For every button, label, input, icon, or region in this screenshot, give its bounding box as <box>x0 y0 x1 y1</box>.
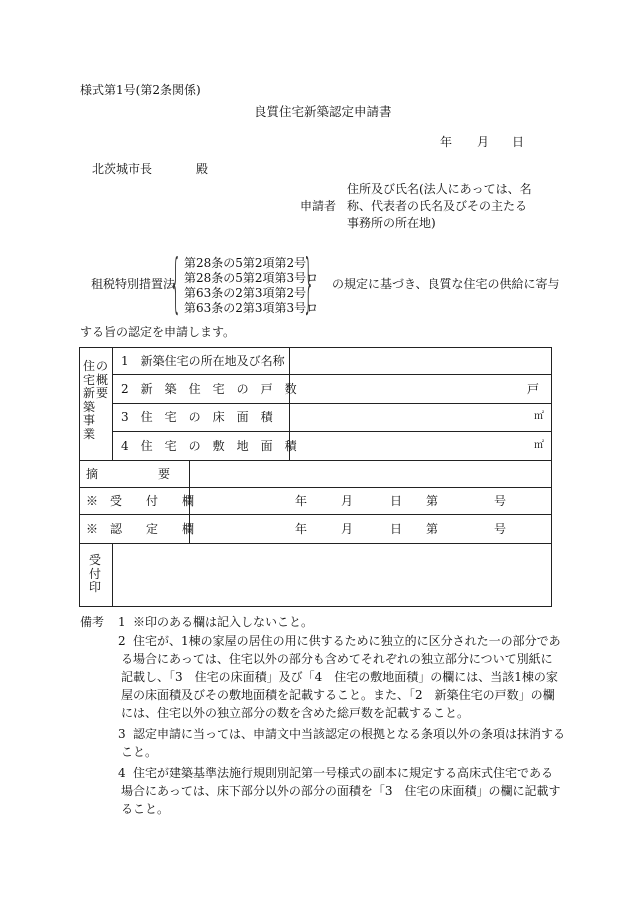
row-unit-units: 戸 <box>527 382 540 396</box>
location-input-area[interactable] <box>290 348 551 374</box>
approval-day: 日 <box>390 522 403 536</box>
group-label-col-2: の 概 要 <box>95 359 108 400</box>
reception-label: ※ 受 付 欄 <box>86 494 195 508</box>
law-prefix: 租税特別措置法 <box>91 277 176 291</box>
date-day-label: 日 <box>512 135 525 149</box>
law-option-3: 第63条の2第3項第2号 <box>184 286 307 300</box>
stamp-label: 受付印 <box>88 553 101 594</box>
law-option-1: 第28条の5第2項第2号 <box>184 256 307 270</box>
row-unit-site-area: ㎡ <box>534 440 544 451</box>
summary-label: 摘 要 <box>86 467 171 481</box>
law-continuation: する旨の認定を申請します。 <box>80 325 236 339</box>
note-4-number: 4 <box>118 766 126 780</box>
date-year-label: 年 <box>440 135 453 149</box>
law-option-4: 第63条の2第3項第3号ロ <box>184 301 319 315</box>
note-2-line-5: には、住宅以外の独立部分の数を含めた総戸数を記載すること。 <box>121 706 470 720</box>
honorific: 殿 <box>196 162 209 176</box>
document-title: 良質住宅新築認定申請書 <box>254 104 392 119</box>
row-label-site-area: 4 住 宅 の 敷 地 面 積 <box>121 439 297 453</box>
approval-no: 第 <box>426 522 439 536</box>
reception-year: 年 <box>295 494 308 508</box>
stamp-area[interactable] <box>113 544 551 606</box>
row-unit-floor-area: ㎡ <box>534 411 544 422</box>
row-label-units: 2 新 築 住 宅 の 戸 数 <box>121 382 297 396</box>
note-3-number: 3 <box>118 727 126 741</box>
notes-title: 備考 <box>80 615 105 629</box>
note-2-number: 2 <box>118 634 126 648</box>
note-1-line-1: ※印のある欄は記入しないこと。 <box>133 615 314 629</box>
floor-area-input-area[interactable] <box>290 404 528 431</box>
note-2-line-1: 住宅が、1棟の家屋の居住の用に供するために独立的に区分された一の部分であ <box>133 634 561 648</box>
note-4-line-1: 住宅が建築基準法施行規則別記第一号様式の副本に規定する高床式住宅である <box>133 766 554 780</box>
applicant-line-3: 事務所の所在地) <box>347 216 436 230</box>
note-2-line-3: 記載し、「3 住宅の床面積」及び「4 住宅の敷地面積」の欄には、当該1棟の家 <box>121 670 558 684</box>
right-brace-icon: } <box>303 247 315 321</box>
row-label-floor-area: 3 住 宅 の 床 面 積 <box>121 410 273 424</box>
applicant-line-2: 称、代表者の氏名及びその主たる <box>347 199 528 213</box>
note-3-line-1: 認定申請に当っては、申請文中当該認定の根拠となる条項以外の条項は抹消する <box>133 727 566 741</box>
reception-day: 日 <box>390 494 403 508</box>
site-area-input-area[interactable] <box>290 432 528 460</box>
reception-go: 号 <box>494 494 507 508</box>
approval-go: 号 <box>494 522 507 536</box>
note-2-line-4: 屋の床面積及びその敷地面積を記載すること。また、「2 新築住宅の戸数」の欄 <box>121 688 555 702</box>
summary-input-area[interactable] <box>190 461 551 487</box>
group-label-col-1: 住 宅 新 築 事 業 <box>82 359 95 441</box>
approval-label: ※ 認 定 欄 <box>86 522 195 536</box>
applicant-line-1: 住所及び氏名(法人にあっては、名 <box>347 182 532 196</box>
approval-month: 月 <box>341 522 354 536</box>
approval-year: 年 <box>295 522 308 536</box>
units-input-area[interactable] <box>290 375 520 403</box>
reception-no: 第 <box>426 494 439 508</box>
note-4-line-3: ること。 <box>121 802 170 816</box>
addressee: 北茨城市長 <box>92 162 153 176</box>
note-1-number: 1 <box>118 615 126 629</box>
reception-month: 月 <box>341 494 354 508</box>
note-3-line-2: こと。 <box>121 745 158 759</box>
law-option-2: 第28条の5第2項第3号ロ <box>184 271 319 285</box>
left-brace-icon: { <box>170 247 182 321</box>
law-suffix: の規定に基づき、良質な住宅の供給に寄与 <box>332 277 560 291</box>
form-number: 様式第1号(第2条関係) <box>80 83 201 97</box>
applicant-label: 申請者 <box>300 199 337 213</box>
row-label-location: 1 新築住宅の所在地及び名称 <box>121 354 285 368</box>
note-4-line-2: 場合にあっては、床下部分以外の部分の面積を「3 住宅の床面積」の欄に記載す <box>121 784 561 798</box>
note-2-line-2: る場合にあっては、住宅以外の部分も含めてそれぞれの独立部分について別紙に <box>121 652 553 666</box>
date-month-label: 月 <box>477 135 490 149</box>
